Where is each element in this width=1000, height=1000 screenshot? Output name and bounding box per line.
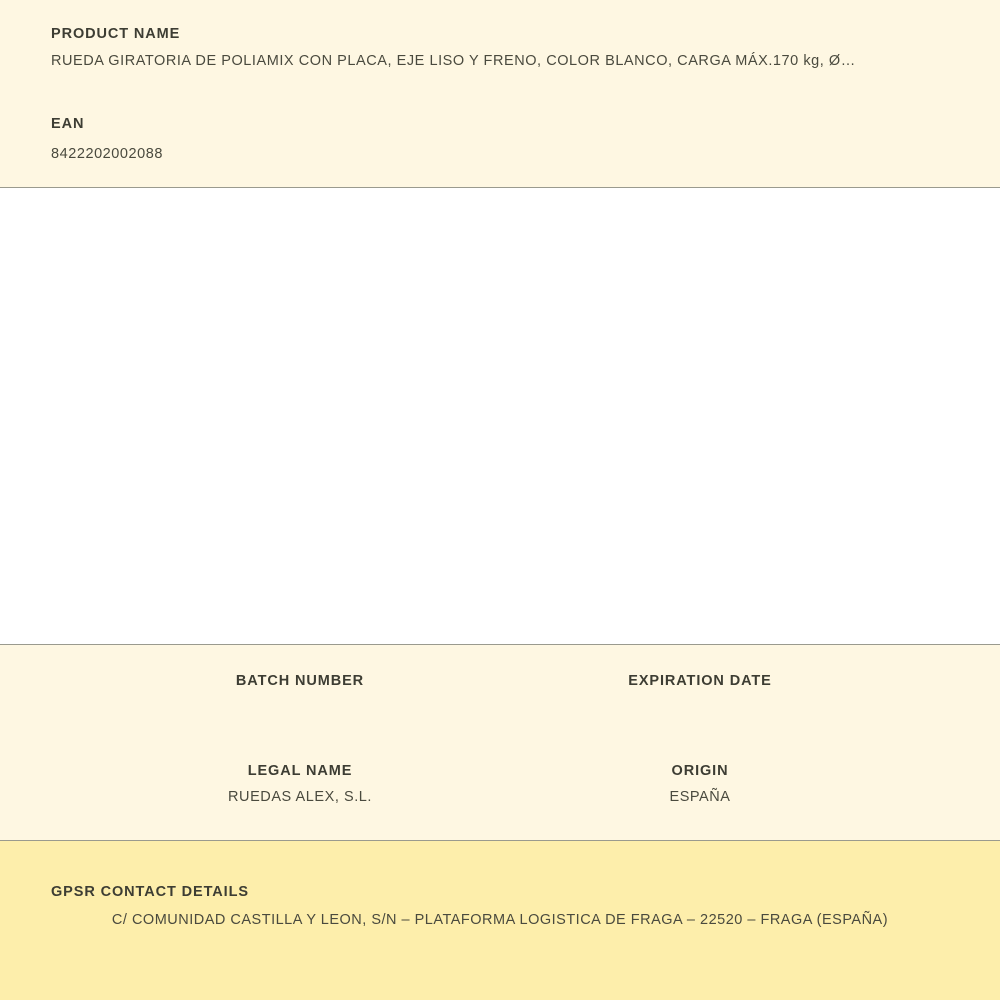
product-header-section (0, 0, 1000, 188)
origin-field (560, 763, 840, 806)
expiration-date-value (560, 699, 840, 716)
origin-value: ESPAÑA (669, 789, 731, 805)
batch-number-label: BATCH NUMBER (235, 673, 365, 689)
ean-label: EAN (51, 116, 85, 132)
legal-name-field (160, 763, 440, 806)
product-details-section (0, 645, 1000, 841)
blank-content-area (0, 188, 1000, 645)
batch-number-field (160, 673, 440, 716)
gpsr-contact-label: GPSR CONTACT DETAILS (51, 884, 249, 900)
legal-name-label: LEGAL NAME (247, 763, 353, 779)
product-name-value: RUEDA GIRATORIA DE POLIAMIX CON PLACA, EJE LISO Y FRENO, COLOR BLANCO, CARGA MÁX.170 kg, Ø… (51, 53, 856, 69)
legal-name-value: RUEDAS ALEX, S.L. (228, 789, 372, 805)
origin-label: ORIGIN (671, 763, 729, 779)
gpsr-contact-section (0, 841, 1000, 1000)
product-name-label: PRODUCT NAME (51, 26, 181, 42)
expiration-date-field (560, 673, 840, 716)
expiration-date-label: EXPIRATION DATE (628, 673, 772, 689)
ean-value: 8422202002088 (51, 146, 163, 162)
batch-number-value (160, 699, 440, 716)
gpsr-contact-address: C/ COMUNIDAD CASTILLA Y LEON, S/N – PLATAFORMA LOGISTICA DE FRAGA – 22520 – FRAGA (ESPAÑA) (111, 912, 889, 928)
